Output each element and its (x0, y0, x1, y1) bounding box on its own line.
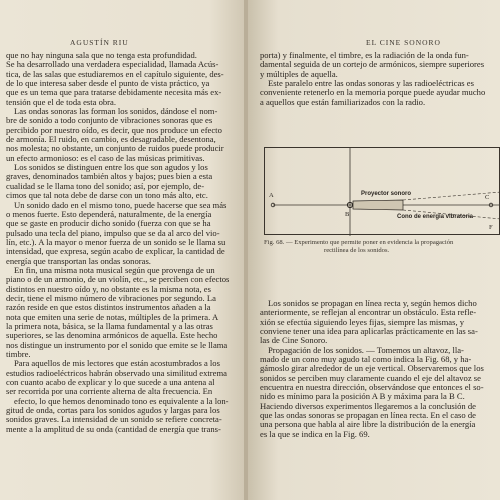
label-cone: Cono de energía vibratoria (397, 214, 474, 220)
text-line: tensión que el de toda esta obra. (6, 97, 117, 107)
text-line: de lo que interesa saber desde el punto de vista práctico, ya (6, 79, 210, 89)
text-line: Un sonido dado en el mismo tono, puede hacerse que sea más (14, 200, 227, 210)
text-line: pulsado una tecla del piano, impulso que se da al arco del vio- (6, 228, 220, 238)
label-projector: Proyector sonoro (361, 191, 412, 197)
text-line: cualidad se le llama tono del sonido; así, por ejemplo, de- (6, 181, 205, 191)
text-line: con cuanto acabo de explicar y lo que sucede a una antena al (6, 378, 215, 388)
text-line: piano o de un armonio, de un violín, etc., se perciben con efectos (6, 275, 230, 285)
left-page (0, 0, 246, 500)
text-line: En fin, una misma nota musical según que provenga de un (14, 265, 215, 275)
text-line: y múltiples de aquella. (260, 69, 338, 79)
projector-body (353, 200, 403, 210)
text-line: Para aquellos de mis lectores que están acostumbrados a los (14, 359, 220, 369)
text-line: que las ondas sonoras se propagan en línea recta. En el caso de (260, 411, 476, 421)
text-line: un efecto armonioso: es el caso de las músicas primitivas. (6, 153, 205, 163)
text-line: Los sonidos se distinguen entre los que son agudos y los (14, 163, 208, 173)
text-line: Las ondas sonoras las forman los sonidos, dándose el nom- (14, 107, 218, 117)
text-line: gámoslo girar alrededor de un eje vertical. Observaremos que los (260, 364, 484, 374)
text-line: nos distingue un instrumento por el sonido que emite se le llama (6, 340, 228, 350)
text-line: nota que emiten una serie de notas, múltiples de la primera. A (6, 312, 219, 322)
text-line: mado de un cono muy agudo tal como indica la Fig. 68, y ha- (260, 355, 472, 365)
text-line: porta) y finalmente, el timbre, es la radiación de la onda fun- (260, 51, 469, 60)
text-line: o menos fuerte. Esto dependerá, naturalmente, de la energía (6, 209, 212, 219)
text-line: a aquellos que están familiarizados con la radio. (260, 97, 426, 107)
text-line: estudios radioeléctricos habrán observado una similitud extrema (6, 368, 227, 378)
text-line: percibido por nuestro oído, es decir, que nos produce un efecto (6, 125, 222, 135)
text-line: que se gaste en producir dicho sonido (fuerza con que se ha (6, 219, 211, 229)
left-page-text (6, 51, 242, 491)
text-line: las de Cine Sonoro. (260, 336, 328, 346)
text-line: la primera nota, básica, se la llama fundamental y a las otras (6, 321, 213, 331)
text-line: Propagación de los sonidos. — Tomemos un altavoz, lla- (268, 345, 464, 355)
text-line: intensidad, que expresa, según acabo de explicar, la cantidad de (6, 247, 225, 257)
text-line: es la que se indica en la Fig. 69. (260, 429, 370, 439)
text-line: de armonía. El ruido, en cambio, es desagradable, desentona, (6, 135, 216, 145)
left-running-head: AGUSTÍN RIU (70, 38, 129, 47)
text-line: tica, de las salas que estudiaremos en el capítulo siguiente, des- (6, 69, 224, 79)
text-line: conveniente retenerlo en la memoria porque puede ayudar mucho (260, 88, 486, 98)
text-line: una persona que habla al aire libre la distribución de la energía (260, 420, 476, 430)
figure-caption (264, 239, 498, 255)
text-line: efecto, lo que hemos denominado tono es equivalente a la lon- (14, 396, 229, 406)
text-line: bre de sonido a todo conjunto de vibraciones sonoras que es (6, 116, 213, 126)
text-line: mente a la amplitud de su onda (cantidad de energía que trans- (6, 424, 221, 434)
text-line: que es un tema que para tratarse debidamente necesita más ex- (6, 88, 222, 98)
text-line: Haciendo diversos experimentos llegaremos a la conclusión de (260, 401, 476, 411)
text-line: sonidos se perciben muy claramente cuando el eje del altavoz se (260, 373, 481, 383)
text-line: damental seguida de un cortejo de armónicos, siempre superiores (260, 60, 485, 70)
text-line: lín, etc.). A la mayor o menor fuerza de un sonido se le llama su (6, 237, 226, 247)
caption-line: Fig. 68. — Experimento que permite poner en evidencia la propagación (264, 239, 454, 246)
figure-68 (264, 147, 500, 235)
text-line: nos molesta; no obstante, un conjunto de ruidos puede producir (6, 144, 224, 154)
right-page (248, 0, 500, 500)
text-line: graves, denominados también altos y bajos; pues bien a esta (6, 172, 213, 182)
text-line: xión se efectúa siguiendo leyes fijas, siempre las mismas, y (260, 317, 465, 327)
text-line: encuentra en nuestra dirección, observándose que entonces el so- (260, 383, 484, 393)
label-f: F (489, 224, 493, 231)
right-page-text-top (260, 51, 498, 107)
text-line: superiores, se las denomina armónicos de aquella. Este hecho (6, 331, 218, 341)
text-line: que no hay ninguna sala que no tenga esta profundidad. (6, 51, 197, 60)
text-line: gitud de onda, cortas para los sonidos agudos y largas para los (6, 406, 220, 416)
text-line: distintos en nuestro oído y, no obstante es la misma nota, es (6, 284, 211, 294)
label-b: B (345, 211, 350, 218)
text-line: ser recorrida por una corriente alterna de alta frecuencia. En (6, 387, 213, 397)
text-line: anteriormente, se reflejan al encontrar un obstáculo. Esta refle- (260, 308, 477, 318)
text-line: razón reside en que estos distintos instrumentos añaden a la (6, 303, 211, 313)
text-line: decir, tiene el mismo número de vibraciones por segundo. La (6, 293, 216, 303)
right-page-text-bottom (260, 299, 498, 439)
text-line: cimos que tal nota debe de darse con un tono más alto, etc. (6, 191, 208, 201)
text-line: sonidos graves. La intensidad de un sonido se refiere concreta- (6, 415, 222, 425)
text-line: nido es mínimo para la posición A B y máxima para la B C. (260, 392, 465, 402)
text-line: conviene tener una idea para aplicarlas prácticamente en las sa- (260, 327, 478, 337)
text-line: timbre. (6, 350, 31, 359)
caption-line: rectilínea de los sonidos. (324, 247, 390, 254)
label-a: A (269, 192, 274, 199)
right-running-head: EL CINE SONORO (366, 38, 441, 47)
label-c: C (485, 194, 490, 201)
text-line: Los sonidos se propagan en línea recta y, según hemos dicho (268, 299, 477, 308)
text-line: Se ha desarrollado una verdadera especialidad, llamada Acús- (6, 60, 219, 70)
text-line: energía que transportan las ondas sonoras. (6, 256, 151, 266)
text-line: Este paralelo entre las ondas sonoras y las radioeléctricas es (268, 79, 474, 89)
